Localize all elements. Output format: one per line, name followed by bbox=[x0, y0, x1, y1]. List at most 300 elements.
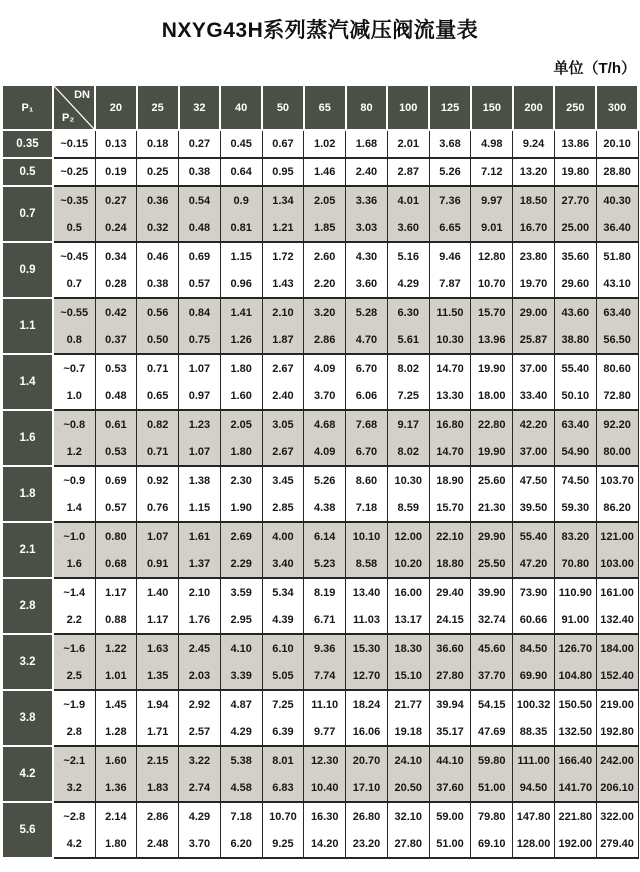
flow-value-cell: 192.00 bbox=[554, 830, 596, 858]
flow-value-cell: 10.10 bbox=[346, 522, 388, 550]
flow-value-cell: 23.20 bbox=[346, 830, 388, 858]
flow-value-cell: 8.59 bbox=[387, 494, 429, 522]
flow-value-cell: 1.07 bbox=[137, 522, 179, 550]
flow-value-cell: 9.46 bbox=[429, 242, 471, 270]
flow-value-cell: 219.00 bbox=[596, 690, 638, 718]
table-row bbox=[2, 326, 638, 354]
flow-value-cell: 1.76 bbox=[179, 606, 221, 634]
flow-value-cell: 111.00 bbox=[513, 746, 555, 774]
flow-value-cell: 21.77 bbox=[387, 690, 429, 718]
flow-value-cell: 2.85 bbox=[262, 494, 304, 522]
flow-value-cell: 1.01 bbox=[95, 662, 137, 690]
flow-value-cell: 3.70 bbox=[179, 830, 221, 858]
flow-value-cell: 1.80 bbox=[220, 354, 262, 382]
dn-column-header: 25 bbox=[137, 85, 179, 130]
flow-value-cell: 6.30 bbox=[387, 298, 429, 326]
flow-value-cell: 126.70 bbox=[554, 634, 596, 662]
flow-value-cell: 1.28 bbox=[95, 718, 137, 746]
flow-value-cell: 0.9 bbox=[220, 186, 262, 214]
flow-value-cell: 1.17 bbox=[95, 578, 137, 606]
flow-value-cell: 0.46 bbox=[137, 242, 179, 270]
flow-value-cell: 1.61 bbox=[179, 522, 221, 550]
flow-value-cell: 3.03 bbox=[346, 214, 388, 242]
flow-value-cell: 12.00 bbox=[387, 522, 429, 550]
flow-value-cell: 88.35 bbox=[513, 718, 555, 746]
flow-value-cell: 166.40 bbox=[554, 746, 596, 774]
flow-value-cell: 3.36 bbox=[346, 186, 388, 214]
flow-value-cell: 0.71 bbox=[137, 438, 179, 466]
flow-rate-table bbox=[1, 84, 639, 859]
flow-value-cell: 1.22 bbox=[95, 634, 137, 662]
flow-value-cell: 29.90 bbox=[471, 522, 513, 550]
flow-value-cell: 1.07 bbox=[179, 354, 221, 382]
flow-value-cell: 2.95 bbox=[220, 606, 262, 634]
flow-value-cell: 1.85 bbox=[304, 214, 346, 242]
flow-value-cell: 2.67 bbox=[262, 354, 304, 382]
p1-cell: 2.8 bbox=[2, 578, 53, 634]
flow-value-cell: 47.69 bbox=[471, 718, 513, 746]
flow-value-cell: 54.15 bbox=[471, 690, 513, 718]
flow-value-cell: 0.61 bbox=[95, 410, 137, 438]
flow-value-cell: 25.87 bbox=[513, 326, 555, 354]
flow-value-cell: 2.60 bbox=[304, 242, 346, 270]
flow-value-cell: 3.70 bbox=[304, 382, 346, 410]
flow-value-cell: 7.12 bbox=[471, 158, 513, 186]
p1-cell: 4.2 bbox=[2, 746, 53, 802]
flow-value-cell: 60.66 bbox=[513, 606, 555, 634]
flow-value-cell: 0.37 bbox=[95, 326, 137, 354]
unit-label: 单位（T/h） bbox=[553, 60, 636, 77]
flow-value-cell: 4.30 bbox=[346, 242, 388, 270]
flow-value-cell: 15.70 bbox=[429, 494, 471, 522]
flow-value-cell: 14.70 bbox=[429, 354, 471, 382]
flow-value-cell: 47.50 bbox=[513, 466, 555, 494]
flow-value-cell: 18.24 bbox=[346, 690, 388, 718]
p1-column-header: P₁ bbox=[2, 85, 53, 130]
flow-value-cell: 110.90 bbox=[554, 578, 596, 606]
flow-value-cell: 0.48 bbox=[95, 382, 137, 410]
table-row bbox=[2, 466, 638, 494]
flow-value-cell: 16.06 bbox=[346, 718, 388, 746]
dn-column-header: 300 bbox=[596, 85, 638, 130]
p2-cell: 1.2 bbox=[53, 438, 95, 466]
flow-value-cell: 6.65 bbox=[429, 214, 471, 242]
flow-value-cell: 1.35 bbox=[137, 662, 179, 690]
flow-value-cell: 0.91 bbox=[137, 550, 179, 578]
flow-value-cell: 4.29 bbox=[179, 802, 221, 830]
table-row bbox=[2, 410, 638, 438]
flow-value-cell: 2.86 bbox=[304, 326, 346, 354]
corner-dn-label: DN bbox=[74, 89, 90, 101]
table-row bbox=[2, 662, 638, 690]
p2-cell: 1.6 bbox=[53, 550, 95, 578]
flow-value-cell: 1.41 bbox=[220, 298, 262, 326]
flow-value-cell: 43.60 bbox=[554, 298, 596, 326]
flow-value-cell: 25.00 bbox=[554, 214, 596, 242]
flow-value-cell: 5.38 bbox=[220, 746, 262, 774]
flow-value-cell: 121.00 bbox=[596, 522, 638, 550]
flow-value-cell: 25.60 bbox=[471, 466, 513, 494]
flow-value-cell: 4.70 bbox=[346, 326, 388, 354]
flow-value-cell: 50.10 bbox=[554, 382, 596, 410]
flow-value-cell: 16.70 bbox=[513, 214, 555, 242]
flow-value-cell: 74.50 bbox=[554, 466, 596, 494]
flow-value-cell: 21.30 bbox=[471, 494, 513, 522]
flow-value-cell: 132.40 bbox=[596, 606, 638, 634]
flow-value-cell: 0.95 bbox=[262, 158, 304, 186]
flow-value-cell: 184.00 bbox=[596, 634, 638, 662]
table-row bbox=[2, 802, 638, 830]
table-row bbox=[2, 550, 638, 578]
flow-value-cell: 15.70 bbox=[471, 298, 513, 326]
flow-value-cell: 1.60 bbox=[220, 382, 262, 410]
flow-value-cell: 0.68 bbox=[95, 550, 137, 578]
flow-value-cell: 27.70 bbox=[554, 186, 596, 214]
flow-value-cell: 1.15 bbox=[179, 494, 221, 522]
flow-value-cell: 3.68 bbox=[429, 130, 471, 158]
flow-value-cell: 4.68 bbox=[304, 410, 346, 438]
flow-value-cell: 0.38 bbox=[137, 270, 179, 298]
flow-value-cell: 5.26 bbox=[429, 158, 471, 186]
flow-value-cell: 2.86 bbox=[137, 802, 179, 830]
flow-value-cell: 16.30 bbox=[304, 802, 346, 830]
flow-value-cell: 10.20 bbox=[387, 550, 429, 578]
flow-value-cell: 4.10 bbox=[220, 634, 262, 662]
table-row bbox=[2, 690, 638, 718]
flow-value-cell: 3.20 bbox=[304, 298, 346, 326]
dn-column-header: 200 bbox=[513, 85, 555, 130]
dn-column-header: 150 bbox=[471, 85, 513, 130]
flow-value-cell: 29.60 bbox=[554, 270, 596, 298]
flow-value-cell: 0.56 bbox=[137, 298, 179, 326]
p2-cell: ~0.7 bbox=[53, 354, 95, 382]
flow-value-cell: 6.20 bbox=[220, 830, 262, 858]
flow-value-cell: 0.76 bbox=[137, 494, 179, 522]
flow-value-cell: 1.37 bbox=[179, 550, 221, 578]
flow-value-cell: 7.25 bbox=[262, 690, 304, 718]
table-row bbox=[2, 438, 638, 466]
flow-value-cell: 1.21 bbox=[262, 214, 304, 242]
flow-value-cell: 24.15 bbox=[429, 606, 471, 634]
flow-value-cell: 72.80 bbox=[596, 382, 638, 410]
flow-value-cell: 2.05 bbox=[304, 186, 346, 214]
flow-value-cell: 92.20 bbox=[596, 410, 638, 438]
flow-value-cell: 0.84 bbox=[179, 298, 221, 326]
flow-value-cell: 5.16 bbox=[387, 242, 429, 270]
flow-value-cell: 80.60 bbox=[596, 354, 638, 382]
flow-value-cell: 2.45 bbox=[179, 634, 221, 662]
flow-value-cell: 19.70 bbox=[513, 270, 555, 298]
flow-value-cell: 8.58 bbox=[346, 550, 388, 578]
flow-value-cell: 2.10 bbox=[179, 578, 221, 606]
flow-value-cell: 12.30 bbox=[304, 746, 346, 774]
flow-value-cell: 7.36 bbox=[429, 186, 471, 214]
flow-value-cell: 3.40 bbox=[262, 550, 304, 578]
flow-value-cell: 27.80 bbox=[429, 662, 471, 690]
flow-value-cell: 8.02 bbox=[387, 354, 429, 382]
flow-value-cell: 0.27 bbox=[179, 130, 221, 158]
p1-cell: 1.8 bbox=[2, 466, 53, 522]
flow-value-cell: 55.40 bbox=[513, 522, 555, 550]
flow-value-cell: 69.90 bbox=[513, 662, 555, 690]
flow-value-cell: 12.70 bbox=[346, 662, 388, 690]
p1-cell: 3.8 bbox=[2, 690, 53, 746]
p1-cell: 0.9 bbox=[2, 242, 53, 298]
flow-value-cell: 6.70 bbox=[346, 354, 388, 382]
flow-value-cell: 7.74 bbox=[304, 662, 346, 690]
flow-value-cell: 6.71 bbox=[304, 606, 346, 634]
p1-cell: 0.7 bbox=[2, 186, 53, 242]
p2-cell: ~1.9 bbox=[53, 690, 95, 718]
flow-value-cell: 6.70 bbox=[346, 438, 388, 466]
flow-value-cell: 4.09 bbox=[304, 354, 346, 382]
flow-value-cell: 36.40 bbox=[596, 214, 638, 242]
flow-value-cell: 0.65 bbox=[137, 382, 179, 410]
flow-value-cell: 0.88 bbox=[95, 606, 137, 634]
flow-value-cell: 1.80 bbox=[95, 830, 137, 858]
flow-value-cell: 1.38 bbox=[179, 466, 221, 494]
flow-value-cell: 8.01 bbox=[262, 746, 304, 774]
flow-value-cell: 86.20 bbox=[596, 494, 638, 522]
flow-value-cell: 1.83 bbox=[137, 774, 179, 802]
dn-column-header: 100 bbox=[387, 85, 429, 130]
p2-cell: 3.2 bbox=[53, 774, 95, 802]
flow-value-cell: 206.10 bbox=[596, 774, 638, 802]
flow-value-cell: 39.50 bbox=[513, 494, 555, 522]
flow-value-cell: 1.15 bbox=[220, 242, 262, 270]
flow-value-cell: 3.45 bbox=[262, 466, 304, 494]
flow-value-cell: 150.50 bbox=[554, 690, 596, 718]
flow-value-cell: 13.30 bbox=[429, 382, 471, 410]
flow-value-cell: 84.50 bbox=[513, 634, 555, 662]
flow-value-cell: 4.00 bbox=[262, 522, 304, 550]
dn-column-header: 250 bbox=[554, 85, 596, 130]
flow-value-cell: 0.64 bbox=[220, 158, 262, 186]
flow-value-cell: 2.40 bbox=[346, 158, 388, 186]
flow-value-cell: 4.39 bbox=[262, 606, 304, 634]
flow-value-cell: 0.54 bbox=[179, 186, 221, 214]
flow-value-cell: 1.40 bbox=[137, 578, 179, 606]
flow-value-cell: 2.01 bbox=[387, 130, 429, 158]
flow-value-cell: 10.40 bbox=[304, 774, 346, 802]
table-row bbox=[2, 214, 638, 242]
table-row bbox=[2, 382, 638, 410]
flow-value-cell: 13.20 bbox=[513, 158, 555, 186]
flow-value-cell: 5.28 bbox=[346, 298, 388, 326]
flow-value-cell: 152.40 bbox=[596, 662, 638, 690]
flow-value-cell: 73.90 bbox=[513, 578, 555, 606]
p2-cell: 1.4 bbox=[53, 494, 95, 522]
flow-value-cell: 35.60 bbox=[554, 242, 596, 270]
flow-value-cell: 0.96 bbox=[220, 270, 262, 298]
flow-value-cell: 18.30 bbox=[387, 634, 429, 662]
flow-value-cell: 9.36 bbox=[304, 634, 346, 662]
p2-cell: 0.7 bbox=[53, 270, 95, 298]
flow-value-cell: 0.57 bbox=[95, 494, 137, 522]
flow-value-cell: 1.94 bbox=[137, 690, 179, 718]
flow-value-cell: 0.67 bbox=[262, 130, 304, 158]
flow-value-cell: 1.68 bbox=[346, 130, 388, 158]
flow-value-cell: 47.20 bbox=[513, 550, 555, 578]
flow-value-cell: 18.50 bbox=[513, 186, 555, 214]
flow-value-cell: 0.28 bbox=[95, 270, 137, 298]
corner-p2-label: P₂ bbox=[62, 112, 75, 124]
p2-cell: 2.2 bbox=[53, 606, 95, 634]
flow-value-cell: 2.87 bbox=[387, 158, 429, 186]
flow-value-cell: 19.90 bbox=[471, 438, 513, 466]
flow-value-cell: 0.13 bbox=[95, 130, 137, 158]
flow-value-cell: 2.74 bbox=[179, 774, 221, 802]
flow-value-cell: 0.53 bbox=[95, 438, 137, 466]
flow-value-cell: 38.80 bbox=[554, 326, 596, 354]
flow-value-cell: 6.06 bbox=[346, 382, 388, 410]
flow-value-cell: 2.30 bbox=[220, 466, 262, 494]
flow-value-cell: 26.80 bbox=[346, 802, 388, 830]
flow-value-cell: 13.86 bbox=[554, 130, 596, 158]
flow-value-cell: 19.80 bbox=[554, 158, 596, 186]
flow-value-cell: 141.70 bbox=[554, 774, 596, 802]
flow-value-cell: 6.39 bbox=[262, 718, 304, 746]
flow-value-cell: 18.80 bbox=[429, 550, 471, 578]
flow-value-cell: 1.87 bbox=[262, 326, 304, 354]
table-row bbox=[2, 158, 638, 186]
flow-value-cell: 0.69 bbox=[179, 242, 221, 270]
p2-cell: ~1.6 bbox=[53, 634, 95, 662]
flow-value-cell: 0.32 bbox=[137, 214, 179, 242]
flow-value-cell: 1.60 bbox=[95, 746, 137, 774]
flow-value-cell: 11.10 bbox=[304, 690, 346, 718]
flow-value-cell: 14.70 bbox=[429, 438, 471, 466]
flow-value-cell: 3.59 bbox=[220, 578, 262, 606]
table-row bbox=[2, 242, 638, 270]
flow-value-cell: 2.48 bbox=[137, 830, 179, 858]
table-row bbox=[2, 186, 638, 214]
flow-value-cell: 24.10 bbox=[387, 746, 429, 774]
table-row bbox=[2, 830, 638, 858]
flow-value-cell: 4.01 bbox=[387, 186, 429, 214]
flow-value-cell: 128.00 bbox=[513, 830, 555, 858]
flow-value-cell: 2.14 bbox=[95, 802, 137, 830]
flow-value-cell: 4.09 bbox=[304, 438, 346, 466]
p1-cell: 1.1 bbox=[2, 298, 53, 354]
flow-value-cell: 45.60 bbox=[471, 634, 513, 662]
table-row bbox=[2, 606, 638, 634]
flow-value-cell: 37.70 bbox=[471, 662, 513, 690]
flow-value-cell: 40.30 bbox=[596, 186, 638, 214]
flow-value-cell: 3.60 bbox=[387, 214, 429, 242]
flow-value-cell: 0.75 bbox=[179, 326, 221, 354]
flow-value-cell: 0.36 bbox=[137, 186, 179, 214]
flow-value-cell: 56.50 bbox=[596, 326, 638, 354]
flow-value-cell: 6.83 bbox=[262, 774, 304, 802]
p2-cell: ~2.1 bbox=[53, 746, 95, 774]
dn-column-header: 20 bbox=[95, 85, 137, 130]
flow-value-cell: 37.00 bbox=[513, 354, 555, 382]
p2-cell: ~0.35 bbox=[53, 186, 95, 214]
flow-value-cell: 15.30 bbox=[346, 634, 388, 662]
flow-value-cell: 5.26 bbox=[304, 466, 346, 494]
flow-value-cell: 10.30 bbox=[429, 326, 471, 354]
dn-column-header: 65 bbox=[304, 85, 346, 130]
dn-column-header: 125 bbox=[429, 85, 471, 130]
flow-value-cell: 103.70 bbox=[596, 466, 638, 494]
flow-value-cell: 6.14 bbox=[304, 522, 346, 550]
flow-value-cell: 1.26 bbox=[220, 326, 262, 354]
flow-value-cell: 3.39 bbox=[220, 662, 262, 690]
flow-value-cell: 1.72 bbox=[262, 242, 304, 270]
flow-value-cell: 12.80 bbox=[471, 242, 513, 270]
table-row bbox=[2, 354, 638, 382]
flow-value-cell: 0.92 bbox=[137, 466, 179, 494]
flow-value-cell: 22.80 bbox=[471, 410, 513, 438]
flow-value-cell: 4.38 bbox=[304, 494, 346, 522]
flow-value-cell: 70.80 bbox=[554, 550, 596, 578]
dn-column-header: 40 bbox=[220, 85, 262, 130]
flow-value-cell: 0.80 bbox=[95, 522, 137, 550]
flow-value-cell: 43.10 bbox=[596, 270, 638, 298]
flow-value-cell: 83.20 bbox=[554, 522, 596, 550]
flow-value-cell: 25.50 bbox=[471, 550, 513, 578]
flow-value-cell: 32.74 bbox=[471, 606, 513, 634]
flow-value-cell: 4.29 bbox=[387, 270, 429, 298]
flow-value-cell: 2.10 bbox=[262, 298, 304, 326]
flow-value-cell: 59.80 bbox=[471, 746, 513, 774]
flow-value-cell: 0.34 bbox=[95, 242, 137, 270]
flow-value-cell: 1.07 bbox=[179, 438, 221, 466]
flow-value-cell: 13.40 bbox=[346, 578, 388, 606]
p2-cell: 0.8 bbox=[53, 326, 95, 354]
flow-value-cell: 0.42 bbox=[95, 298, 137, 326]
flow-value-cell: 29.00 bbox=[513, 298, 555, 326]
flow-value-cell: 11.03 bbox=[346, 606, 388, 634]
flow-value-cell: 2.67 bbox=[262, 438, 304, 466]
p2-cell: ~2.8 bbox=[53, 802, 95, 830]
flow-value-cell: 51.00 bbox=[471, 774, 513, 802]
table-header bbox=[2, 85, 638, 130]
flow-value-cell: 7.18 bbox=[346, 494, 388, 522]
dn-column-header: 50 bbox=[262, 85, 304, 130]
flow-value-cell: 55.40 bbox=[554, 354, 596, 382]
flow-value-cell: 4.98 bbox=[471, 130, 513, 158]
flow-value-cell: 13.96 bbox=[471, 326, 513, 354]
flow-value-cell: 2.69 bbox=[220, 522, 262, 550]
p2-cell: 2.8 bbox=[53, 718, 95, 746]
flow-value-cell: 39.90 bbox=[471, 578, 513, 606]
flow-value-cell: 1.34 bbox=[262, 186, 304, 214]
table-row bbox=[2, 634, 638, 662]
flow-value-cell: 18.90 bbox=[429, 466, 471, 494]
flow-value-cell: 104.80 bbox=[554, 662, 596, 690]
flow-value-cell: 9.17 bbox=[387, 410, 429, 438]
p2-cell: ~0.15 bbox=[53, 130, 95, 158]
flow-value-cell: 7.68 bbox=[346, 410, 388, 438]
flow-value-cell: 51.80 bbox=[596, 242, 638, 270]
flow-value-cell: 2.40 bbox=[262, 382, 304, 410]
flow-value-cell: 59.30 bbox=[554, 494, 596, 522]
flow-value-cell: 0.27 bbox=[95, 186, 137, 214]
flow-value-cell: 79.80 bbox=[471, 802, 513, 830]
flow-value-cell: 1.63 bbox=[137, 634, 179, 662]
flow-value-cell: 91.00 bbox=[554, 606, 596, 634]
flow-value-cell: 7.87 bbox=[429, 270, 471, 298]
table-row bbox=[2, 522, 638, 550]
flow-value-cell: 103.00 bbox=[596, 550, 638, 578]
flow-value-cell: 322.00 bbox=[596, 802, 638, 830]
flow-value-cell: 80.00 bbox=[596, 438, 638, 466]
flow-value-cell: 2.29 bbox=[220, 550, 262, 578]
flow-value-cell: 54.90 bbox=[554, 438, 596, 466]
flow-value-cell: 0.71 bbox=[137, 354, 179, 382]
